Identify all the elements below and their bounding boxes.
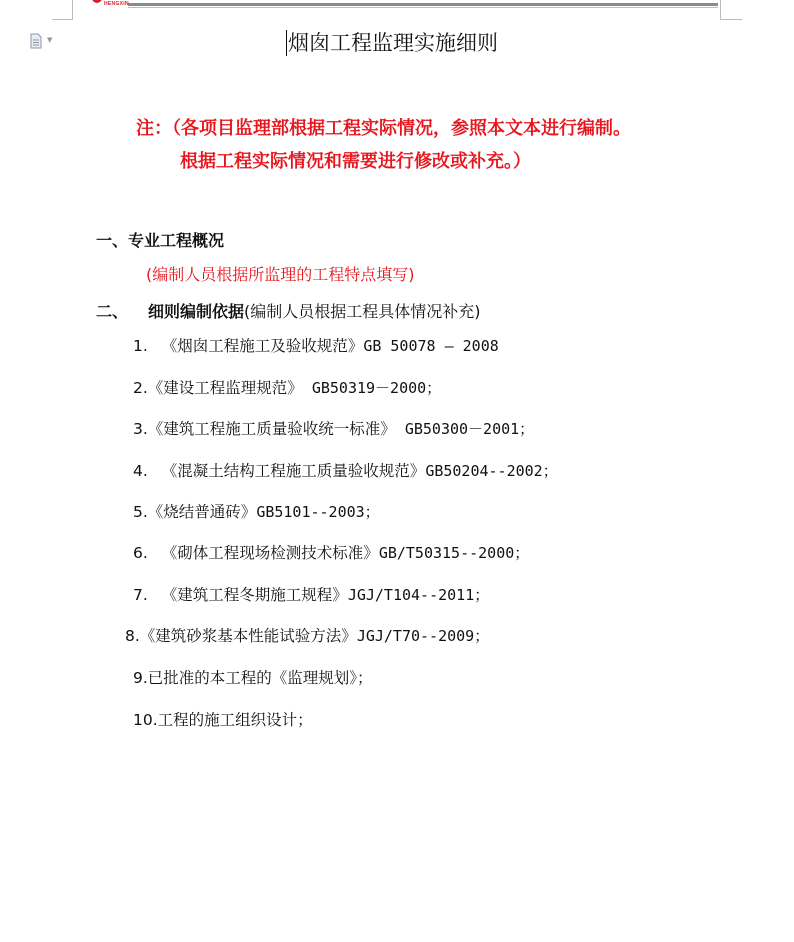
item-name: 《烧结普通砖》 — [147, 503, 257, 521]
item-code: GB50300－2001； — [395, 420, 535, 438]
item-name: 《建筑砂浆基本性能试验方法》 — [139, 627, 357, 645]
item-code: JGJ/T70--2009； — [356, 627, 490, 645]
item-code: GB50319－2000； — [302, 379, 442, 397]
item-code: JGJ/T104--2011； — [347, 586, 490, 604]
reference-item[interactable] — [133, 708, 313, 730]
item-number: 2. — [133, 379, 148, 397]
item-number: 6. — [133, 544, 148, 562]
item-name: 《建筑工程冬期施工规程》 — [161, 586, 348, 604]
reference-item[interactable] — [133, 583, 489, 605]
item-code: GB50204--2002； — [425, 462, 558, 480]
section-1-hint[interactable]: (编制人员根据所监理的工程特点填写) — [146, 265, 415, 284]
crop-mark-right — [720, 0, 721, 20]
document-icon[interactable] — [28, 33, 44, 53]
crop-mark-left-h — [52, 19, 72, 20]
reference-item[interactable] — [125, 624, 489, 646]
item-number: 9. — [133, 669, 148, 687]
item-name: 工程的施工组织设计； — [157, 711, 313, 729]
crop-mark-left — [72, 0, 73, 20]
section-1-heading[interactable]: 一、专业工程概况 — [96, 231, 225, 250]
item-name: 《烟囱工程施工及验收规范》 — [161, 337, 364, 355]
item-number: 5. — [133, 503, 148, 521]
item-name: 《混凝土结构工程施工质量验收规范》 — [161, 462, 426, 480]
reference-item[interactable] — [133, 334, 499, 356]
note-line-1[interactable]: 注：（各项目监理部根据工程实际情况，参照本文本进行编制。 — [136, 118, 631, 139]
item-code: GB5101--2003； — [256, 503, 380, 521]
item-name: 《砌体工程现场检测技术标准》 — [161, 544, 379, 562]
chevron-down-icon[interactable]: ▼ — [47, 36, 53, 44]
item-number: 3. — [133, 420, 148, 438]
header-rule — [128, 3, 718, 6]
section-2-heading-line[interactable] — [96, 299, 481, 322]
section-2-hint: (编制人员根据工程具体情况补充) — [244, 302, 481, 321]
reference-item[interactable] — [133, 541, 529, 563]
reference-item[interactable] — [133, 376, 441, 398]
item-number: 8. — [125, 627, 140, 645]
note-line-2[interactable]: 根据工程实际情况和需要进行修改或补充。） — [180, 151, 531, 172]
item-number: 10. — [133, 711, 158, 729]
reference-item[interactable] — [133, 500, 380, 522]
section-2-number: 二、 — [96, 302, 129, 321]
reference-item[interactable] — [133, 459, 558, 481]
item-number: 1. — [133, 337, 148, 355]
item-name: 《建筑工程施工质量验收统一标准》 — [147, 420, 396, 438]
section-2-heading: 细则编制依据 — [148, 302, 245, 321]
company-logo — [92, 0, 129, 12]
logo-mark — [92, 0, 102, 3]
document-title[interactable]: 烟囱工程监理实施细则 — [288, 31, 498, 55]
crop-mark-right-h — [720, 19, 742, 20]
logo-text: HENGXIN — [104, 1, 129, 7]
header-rule-thin — [128, 7, 718, 8]
item-code: GB 50078 — 2008 — [363, 337, 499, 355]
item-code: GB/T50315--2000； — [378, 544, 530, 562]
item-number: 4. — [133, 462, 148, 480]
reference-item[interactable] — [133, 417, 534, 439]
item-name: 《建设工程监理规范》 — [147, 379, 303, 397]
item-number: 7. — [133, 586, 148, 604]
text-cursor — [286, 30, 287, 56]
reference-item[interactable] — [133, 666, 373, 688]
item-name: 已批准的本工程的《监理规划》； — [147, 669, 373, 687]
